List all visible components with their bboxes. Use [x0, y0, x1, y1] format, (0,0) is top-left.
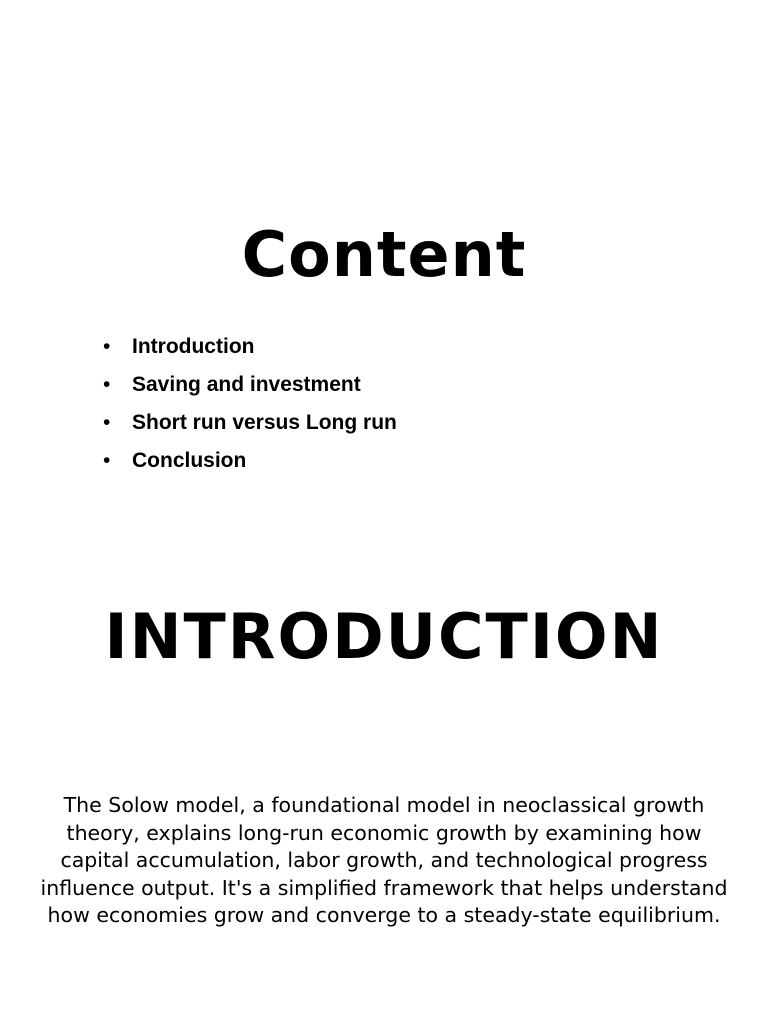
list-item: [100, 330, 397, 368]
list-item: [100, 406, 397, 444]
list-item: [100, 368, 397, 406]
list-item: [100, 444, 397, 482]
list-item-label: Short run versus Long run: [132, 411, 397, 434]
list-item-label: Saving and investment: [132, 373, 361, 396]
bullet-icon: •: [103, 411, 111, 434]
list-item-label: Conclusion: [132, 449, 247, 472]
bullet-icon: •: [103, 449, 111, 472]
list-item-label: Introduction: [132, 335, 255, 358]
introduction-paragraph: The Solow model, a foundational model in neoclassical growth theory, explains long-run economic growth by examining how capital accumulation, labor growth, and technological progress influence output. It's a simplified framework that helps understand how economies grow and converge to a steady-state equilibrium.: [40, 793, 728, 927]
introduction-title: INTRODUCTION: [104, 600, 664, 673]
content-list: [100, 330, 397, 482]
content-title: Content: [241, 218, 527, 291]
bullet-icon: •: [103, 335, 111, 358]
bullet-icon: •: [103, 373, 111, 396]
